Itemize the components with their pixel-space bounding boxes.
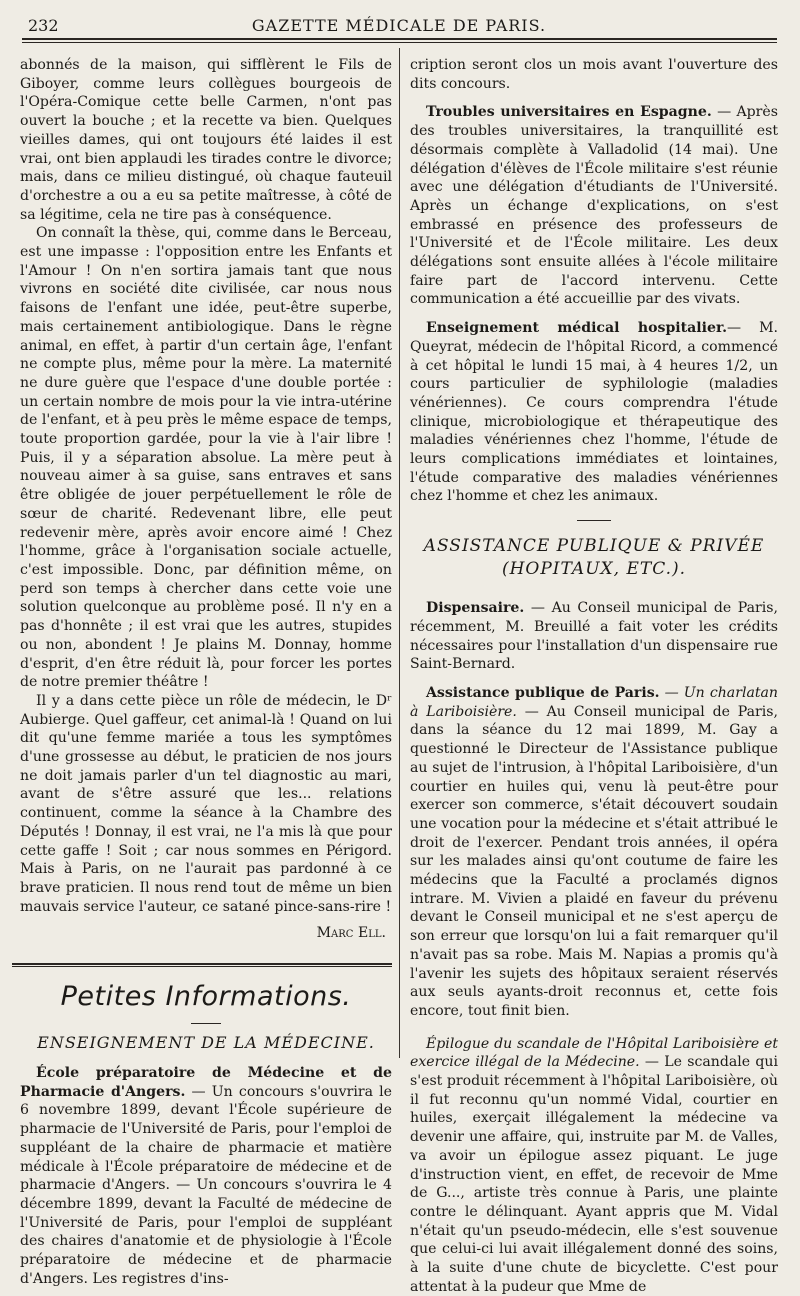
column-divider: [399, 48, 400, 1058]
rubric-title: Petites Informations.: [60, 981, 352, 1013]
article-title-hospital-teaching: Enseignement médical hospitalier.: [426, 320, 728, 337]
article-title-dispensary: Dispensaire.: [426, 600, 525, 617]
running-title: GAZETTE MÉDICALE DE PARIS.: [251, 16, 547, 35]
section-heading-line-2: (HOPITAUX, ETC.).: [501, 559, 687, 580]
article-title-spain: Troubles universitaires en Espagne.: [426, 104, 712, 121]
signature: Marc Ell.: [316, 925, 386, 942]
section-heading-assistance: [410, 535, 778, 581]
article-body-epilogue: — Le scandale qui s'est produit récemment à l'hôpital Lariboisière, où il fut reconnu qu'un nommé Vidal, courtier en huiles, exerçait illégalement la médecine va devenir une affaire, qui, instruite par M. de Valles, va avoir un épilogue assez piquant. Le juge d'instruction vient, en effet, de recevoir de Mme de G..., artiste très connue à Paris, une plainte contre le délinquant. Ayant appris que M. Vidal n'était qu'un pseudo-médecin, elle s'est souvenue que celui-ci lui avait illégalement donné des soins, à la suite d'une chute de bicyclette. C'est pour attentat à la pudeur que Mme de: [410, 1054, 778, 1295]
section-heading-line-1: ASSISTANCE PUBLIQUE & PRIVÉE: [423, 536, 765, 557]
short-rule: [191, 1023, 221, 1024]
article-subtitle-charlatan: — Un charlatan à Lariboisière.: [410, 684, 778, 720]
page-header: [28, 14, 770, 36]
article-body-dispensary: — Au Conseil municipal de Paris, récemment, M. Breuillé a fait voter les crédits nécessaires pour l'installation d'un dispensaire rue Saint-Bernard.: [410, 600, 778, 673]
right-column: [410, 56, 778, 1296]
article-body-hospital-teaching: — M. Queyrat, médecin de l'hôpital Ricord, a commencé à cet hôpital le lundi 15 mai, à 4 heures 1/2, un cours particulier de syphilologie (maladies vénériennes). Ce cours comprendra l'étude clinique, microbiologique et thérapeutique des maladies vénériennes chez l'homme, l'étude de leurs complications immédiates et lointaines, l'étude comparative des maladies vénériennes chez l'homme et chez les animaux.: [410, 320, 778, 505]
paragraph-doctor-role: Il y a dans cette pièce un rôle de médecin, le Dʳ Aubierge. Quel gaffeur, cet animal-là ! Quand on lui dit qu'une femme mariée a tous les symptômes d'une grossesse au début, le praticien de nos jours ne doit jamais parler d'un tel diagnostic au mari, avant de s'être assuré que les... relations continuent, comme la séance à la Chambre des Députés ! Donnay, il est vrai, ne l'a mis là que pour cette gaffe ! Soit ; car nous sommes en Périgord. Mais à Paris, on ne l'aurait pas pardonné à ce brave praticien. Il nous rend tout de même un bien mauvais service l'auteur, ce satané pince-sans-rire !: [20, 692, 392, 915]
left-column: [20, 56, 392, 1288]
paragraph-thesis: On connaît la thèse, qui, comme dans le Berceau, est une impasse : l'opposition entre les Enfants et l'Amour ! On n'en sortira jamais tant que nous vivrons en société dite civilisée, car nous nous faisons de l'enfant une idée, peut-être superbe, mais certainement antibiologique. Dans le règne animal, en effet, à partir d'un certain âge, l'enfant ne compte plus, même pour la mère. La maternité ne dure guère que l'espace d'une double portée : un certain nombre de mois pour la vie intra-utérine de l'enfant, et à peu près le même espace de temps, toute proportion gardée, pour la vie à l'air libre ! Puis, il y a séparation absolue. La mère peut à nouveau aimer à sa guise, sans entraves et sans être obligée de jouer perpétuellement le rôle de sœur de charité. Redevenant libre, elle peut redevenir mère, après avoir encore aimé ! Chez l'homme, grâce à l'organisation sociale actuelle, c'est impossible. Donc, par définition même, on perd son temps à chercher dans cette voie une solution quelconque au problème posé. Il n'y en a pas d'honnête ; il est vrai que les autres, stupides ou non, abondent ! Je plains M. Donnay, homme d'esprit, d'en être réduit là, pour forcer les portes de notre premier théâtre !: [20, 225, 392, 691]
article-body-spain: — Après des troubles universitaires, la tranquillité est désormais complète à Valladolid (14 mai). Une délégation d'élèves de l'École militaire s'est réunie avec une délégation d'étudiants de l'Université. Après un échange d'explications, on s'est embrassé en présence des professeurs de l'Université et de l'École militaire. Les deux délégations sont ensuite allées à l'école militaire faire part de l'accord intervenu. Cette communication a été accueillie par des vivats.: [410, 104, 778, 308]
short-rule-right: [577, 520, 611, 521]
article-title-assistance: Assistance publique de Paris.: [426, 684, 660, 701]
paragraph-review-end: abonnés de la maison, qui sifflèrent le Fils de Giboyer, comme leurs collègues bourgeois de l'Opéra-Comique cette belle Carmen, n'ont pas ouvert la bouche ; et la recette va bien. Quelques vieilles dames, qui ont toujours été laides il est vrai, ont bien applaudi les tirades contre le divorce; mais, dans ce milieu distingué, où chaque fauteuil d'orchestre a ou a eu sa petite maîtresse, à côté de sa légitime, cela ne tire pas à conséquence.: [20, 57, 392, 223]
article-body-assistance: — Au Conseil municipal de Paris, dans la séance du 12 mai 1899, M. Gay a questionné le Directeur de l'Assistance publique au sujet de l'intrusion, à l'hôpital Lariboisière, d'un courtier en huiles qui, venu là peut-être pour exercer son commerce, s'était découvert soudain une vocation pour la médecine et s'était attribué le droit de l'exercer. Pendant trois années, il opéra sur les malades ainsi qu'ont coutume de faire les médecins que la Faculté a proclamés dignos intrare. M. Vivien a plaidé en faveur du prévenu devant le Conseil municipal et ne s'est aperçu de son erreur que lorsqu'on lui a fait remarquer qu'il n'avait pas sa robe. Mais M. Napias a promis qu'à l'avenir les sujets des hôpitaux seraient réservés aux seuls ayants-droit reconnus et, cette fois encore, tout finit bien.: [410, 703, 779, 1019]
header-rule: [22, 38, 777, 40]
article-body-angers: — Un concours s'ouvrira le 6 novembre 1899, devant l'École supérieure de pharmacie de l'Université de Paris, pour l'emploi de suppléant de la chaire de pharmacie et matière médicale à l'École préparatoire de médecine et de pharmacie d'Angers. — Un concours s'ouvrira le 4 décembre 1899, devant la Faculté de médecine de l'Université de Paris, pour l'emploi de suppléant des chaires d'anatomie et de physiologie à l'École préparatoire de médecine et de pharmacie d'Angers. Les registres d'ins-: [20, 1083, 392, 1287]
page-number: 232: [28, 16, 59, 35]
article-title-angers: École préparatoire de Médecine et de Pharmacie d'Angers.: [20, 1065, 392, 1100]
section-heading-teaching: ENSEIGNEMENT DE LA MÉDECINE.: [37, 1033, 375, 1053]
section-rule: [12, 963, 392, 965]
paragraph-continuation: cription seront clos un mois avant l'ouverture des dits concours.: [410, 57, 778, 92]
article-title-epilogue: Épilogue du scandale de l'Hôpital Lariboisière et exercice illégal de la Médecine.: [410, 1035, 778, 1071]
header-rule-thin: [22, 42, 777, 43]
section-rule-thin: [12, 966, 392, 967]
